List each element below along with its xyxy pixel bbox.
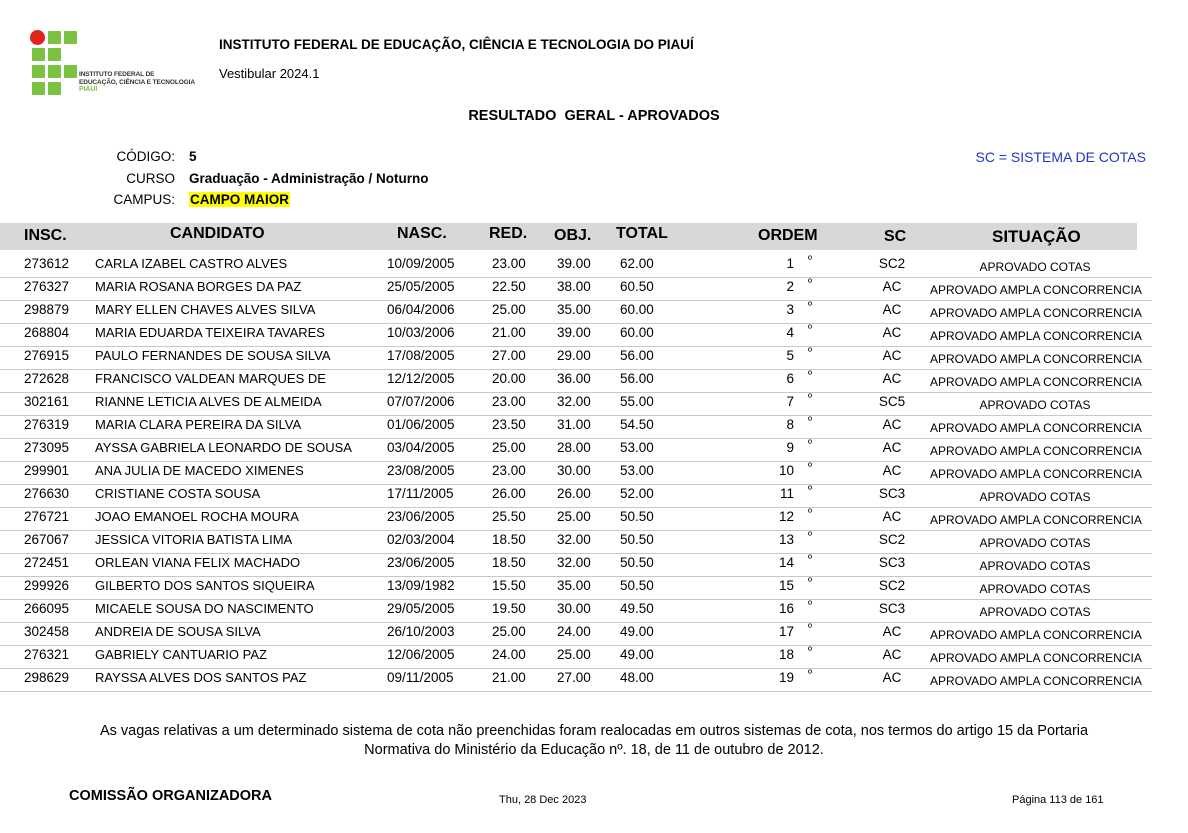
- table-row: [0, 645, 1152, 669]
- cell-situacao: APROVADO AMPLA CONCORRENCIA: [930, 306, 1142, 320]
- cell-ordem: 16: [778, 601, 794, 616]
- cell-ordem: 19: [778, 670, 794, 685]
- campus-highlight: CAMPO MAIOR: [190, 192, 289, 207]
- cell-situacao: APROVADO AMPLA CONCORRENCIA: [930, 467, 1142, 481]
- cell-candidato: RIANNE LETICIA ALVES DE ALMEIDA: [95, 394, 322, 409]
- cell-sc: AC: [882, 417, 902, 432]
- cell-insc: 276327: [24, 279, 70, 294]
- curso-label: CURSO: [126, 171, 175, 186]
- header-sc: SC: [884, 228, 907, 245]
- cell-ordem: 9: [786, 440, 794, 455]
- header-insc: INSC.: [24, 227, 67, 244]
- cell-nasc: 23/06/2005: [387, 509, 455, 524]
- cell-situacao: APROVADO AMPLA CONCORRENCIA: [930, 329, 1142, 343]
- table-row: [0, 599, 1152, 623]
- cell-candidato: CRISTIANE COSTA SOUSA: [95, 486, 261, 501]
- table-row: [0, 277, 1152, 301]
- cell-sc: AC: [882, 325, 902, 340]
- cell-ordem: 4: [786, 325, 794, 340]
- table-row: [0, 553, 1152, 577]
- cell-situacao: APROVADO AMPLA CONCORRENCIA: [930, 651, 1142, 665]
- cell-insc: 273095: [24, 440, 70, 455]
- header-ordem: ORDEM: [758, 227, 818, 244]
- cell-obj: 32.00: [557, 532, 591, 547]
- cell-candidato: RAYSSA ALVES DOS SANTOS PAZ: [95, 670, 307, 685]
- ordinal-mark: º: [808, 668, 813, 680]
- cell-red: 23.00: [492, 463, 526, 478]
- table-row: [0, 369, 1152, 393]
- campus-label: CAMPUS:: [113, 192, 175, 207]
- exam-name: Vestibular 2024.1: [219, 66, 320, 81]
- cell-insc: 302458: [24, 624, 70, 639]
- ordinal-mark: º: [808, 346, 813, 358]
- cell-obj: 25.00: [557, 509, 591, 524]
- cell-total: 50.50: [620, 532, 654, 547]
- cell-nasc: 17/08/2005: [387, 348, 455, 363]
- cell-red: 15.50: [492, 578, 526, 593]
- cell-obj: 39.00: [557, 256, 591, 271]
- ordinal-mark: º: [808, 484, 813, 496]
- cell-candidato: MARIA ROSANA BORGES DA PAZ: [95, 279, 302, 294]
- cell-insc: 299901: [24, 463, 70, 478]
- cell-situacao: APROVADO AMPLA CONCORRENCIA: [930, 513, 1142, 527]
- cell-total: 50.50: [620, 578, 654, 593]
- cell-candidato: ANDREIA DE SOUSA SILVA: [95, 624, 261, 639]
- cell-ordem: 12: [778, 509, 794, 524]
- cell-total: 54.50: [620, 417, 654, 432]
- cell-sc: SC5: [878, 394, 906, 409]
- cell-sc: AC: [882, 371, 902, 386]
- logo-red-circle-icon: [30, 30, 45, 45]
- ordinal-mark: º: [808, 438, 813, 450]
- codigo-label: CÓDIGO:: [116, 149, 175, 164]
- cell-red: 18.50: [492, 555, 526, 570]
- cell-total: 49.00: [620, 647, 654, 662]
- cell-obj: 30.00: [557, 601, 591, 616]
- cell-ordem: 17: [778, 624, 794, 639]
- cell-situacao: APROVADO COTAS: [979, 490, 1091, 504]
- cell-insc: 273612: [24, 256, 70, 271]
- cell-sc: AC: [882, 624, 902, 639]
- cell-obj: 27.00: [557, 670, 591, 685]
- cell-nasc: 09/11/2005: [387, 670, 454, 685]
- cell-situacao: APROVADO AMPLA CONCORRENCIA: [930, 628, 1142, 642]
- cell-total: 53.00: [620, 463, 654, 478]
- cell-candidato: JOAO EMANOEL ROCHA MOURA: [95, 509, 299, 524]
- cell-red: 25.00: [492, 440, 526, 455]
- cell-total: 56.00: [620, 348, 654, 363]
- cell-sc: SC3: [878, 486, 906, 501]
- table-row: [0, 438, 1152, 462]
- cell-candidato: CARLA IZABEL CASTRO ALVES: [95, 256, 288, 271]
- table-row: [0, 622, 1152, 646]
- table-header: [0, 223, 1137, 250]
- cell-situacao: APROVADO AMPLA CONCORRENCIA: [930, 375, 1142, 389]
- commission-signature: COMISSÃO ORGANIZADORA: [69, 788, 272, 804]
- cell-insc: 266095: [24, 601, 70, 616]
- cell-situacao: APROVADO COTAS: [979, 260, 1091, 274]
- table-row: [0, 300, 1152, 324]
- cell-nasc: 03/04/2005: [387, 440, 455, 455]
- ordinal-mark: º: [808, 553, 813, 565]
- table-row: [0, 576, 1152, 600]
- cell-sc: SC2: [878, 578, 906, 593]
- logo-square-icon: [48, 82, 61, 95]
- print-date: Thu, 28 Dec 2023: [499, 794, 587, 806]
- footer-note-line2: Normativa do Ministério da Educação nº. 18, de 11 de outubro de 2012.: [364, 742, 824, 758]
- cell-sc: AC: [882, 509, 902, 524]
- table-row: [0, 392, 1152, 416]
- cell-red: 23.00: [492, 256, 526, 271]
- cell-candidato: PAULO FERNANDES DE SOUSA SILVA: [95, 348, 331, 363]
- cell-red: 25.50: [492, 509, 526, 524]
- cell-obj: 31.00: [557, 417, 591, 432]
- logo-square-icon: [48, 65, 61, 78]
- cell-total: 49.50: [620, 601, 654, 616]
- ordinal-mark: º: [808, 369, 813, 381]
- cell-total: 62.00: [620, 256, 654, 271]
- cell-red: 25.00: [492, 624, 526, 639]
- cell-total: 60.00: [620, 302, 654, 317]
- cell-total: 50.50: [620, 555, 654, 570]
- logo-square-icon: [48, 31, 61, 44]
- cell-red: 21.00: [492, 325, 526, 340]
- cell-ordem: 15: [778, 578, 794, 593]
- cell-sc: AC: [882, 647, 902, 662]
- cell-sc: AC: [882, 302, 902, 317]
- codigo-value: 5: [189, 149, 197, 164]
- table-row: [0, 461, 1152, 485]
- cell-total: 52.00: [620, 486, 654, 501]
- table-row: [0, 415, 1152, 439]
- cell-red: 23.50: [492, 417, 526, 432]
- cell-ordem: 18: [778, 647, 794, 662]
- cell-obj: 32.00: [557, 394, 591, 409]
- cell-red: 20.00: [492, 371, 526, 386]
- cell-candidato: MARIA CLARA PEREIRA DA SILVA: [95, 417, 302, 432]
- ordinal-mark: º: [808, 277, 813, 289]
- footer-note: [40, 722, 1148, 760]
- cell-total: 60.50: [620, 279, 654, 294]
- cell-ordem: 10: [778, 463, 794, 478]
- cell-ordem: 14: [778, 555, 794, 570]
- cell-ordem: 11: [779, 486, 794, 501]
- cell-insc: 272451: [24, 555, 70, 570]
- cell-insc: 276321: [24, 647, 70, 662]
- ordinal-mark: º: [808, 461, 813, 473]
- table-row: [0, 484, 1152, 508]
- cell-red: 26.00: [492, 486, 526, 501]
- cell-obj: 25.00: [557, 647, 591, 662]
- cell-insc: 268804: [24, 325, 70, 340]
- cell-obj: 38.00: [557, 279, 591, 294]
- cell-ordem: 2: [786, 279, 794, 294]
- header-situacao: SITUAÇÃO: [992, 227, 1081, 246]
- cell-obj: 35.00: [557, 578, 591, 593]
- cell-nasc: 02/03/2004: [387, 532, 455, 547]
- table-row: [0, 530, 1152, 554]
- cell-nasc: 07/07/2006: [387, 394, 455, 409]
- table-row: [0, 346, 1152, 370]
- cell-sc: AC: [882, 348, 902, 363]
- ordinal-mark: º: [808, 622, 813, 634]
- cell-obj: 30.00: [557, 463, 591, 478]
- cell-obj: 39.00: [557, 325, 591, 340]
- cell-nasc: 29/05/2005: [387, 601, 455, 616]
- cell-insc: 298879: [24, 302, 70, 317]
- ordinal-mark: º: [808, 300, 813, 312]
- cell-insc: 276721: [24, 509, 70, 524]
- header-total: TOTAL: [616, 225, 668, 242]
- cell-ordem: 1: [786, 256, 794, 271]
- cell-obj: 36.00: [557, 371, 591, 386]
- cell-total: 48.00: [620, 670, 654, 685]
- logo-square-icon: [64, 65, 77, 78]
- cell-sc: SC2: [878, 256, 906, 271]
- cell-situacao: APROVADO AMPLA CONCORRENCIA: [930, 674, 1142, 688]
- cell-situacao: APROVADO AMPLA CONCORRENCIA: [930, 283, 1142, 297]
- table-row: [0, 507, 1152, 531]
- cell-obj: 32.00: [557, 555, 591, 570]
- cell-situacao: APROVADO COTAS: [979, 536, 1091, 550]
- ordinal-mark: º: [808, 323, 813, 335]
- cell-sc: SC3: [878, 555, 906, 570]
- cell-nasc: 12/06/2005: [387, 647, 455, 662]
- cell-insc: 276319: [24, 417, 70, 432]
- cell-situacao: APROVADO COTAS: [979, 398, 1091, 412]
- logo-line2: EDUCAÇÃO, CIÊNCIA E TECNOLOGIA: [79, 78, 195, 86]
- cell-ordem: 5: [786, 348, 794, 363]
- cell-sc: SC3: [878, 601, 906, 616]
- ordinal-mark: º: [808, 530, 813, 542]
- cell-candidato: MICAELE SOUSA DO NASCIMENTO: [95, 601, 314, 616]
- cell-red: 18.50: [492, 532, 526, 547]
- header-candidato: CANDIDATO: [170, 225, 265, 242]
- cell-ordem: 8: [786, 417, 794, 432]
- cell-candidato: GILBERTO DOS SANTOS SIQUEIRA: [95, 578, 315, 593]
- logo-line3: PIAUÍ: [79, 86, 98, 93]
- cell-obj: 26.00: [557, 486, 591, 501]
- table-row: [0, 323, 1152, 347]
- cell-nasc: 23/06/2005: [387, 555, 455, 570]
- cell-red: 24.00: [492, 647, 526, 662]
- cell-candidato: ANA JULIA DE MACEDO XIMENES: [95, 463, 304, 478]
- table-row: [0, 254, 1152, 278]
- cell-situacao: APROVADO AMPLA CONCORRENCIA: [930, 444, 1142, 458]
- cell-insc: 272628: [24, 371, 70, 386]
- institution-name: INSTITUTO FEDERAL DE EDUCAÇÃO, CIÊNCIA E TECNOLOGIA DO PIAUÍ: [219, 37, 694, 52]
- cell-red: 27.00: [492, 348, 526, 363]
- cell-sc: AC: [882, 440, 902, 455]
- cell-candidato: ORLEAN VIANA FELIX MACHADO: [95, 555, 301, 570]
- cell-red: 22.50: [492, 279, 526, 294]
- cell-red: 25.00: [492, 302, 526, 317]
- cell-sc: AC: [882, 463, 902, 478]
- ordinal-mark: º: [808, 392, 813, 404]
- cell-situacao: APROVADO COTAS: [979, 582, 1091, 596]
- cell-insc: 299926: [24, 578, 70, 593]
- cell-nasc: 25/05/2005: [387, 279, 455, 294]
- institution-logo: [30, 30, 200, 100]
- logo-square-icon: [64, 31, 77, 44]
- curso-value: Graduação - Administração / Noturno: [189, 171, 429, 186]
- cell-nasc: 06/04/2006: [387, 302, 455, 317]
- cell-candidato: MARY ELLEN CHAVES ALVES SILVA: [95, 302, 316, 317]
- cell-candidato: AYSSA GABRIELA LEONARDO DE SOUSA: [95, 440, 352, 455]
- ordinal-mark: º: [808, 645, 813, 657]
- cell-situacao: APROVADO AMPLA CONCORRENCIA: [930, 352, 1142, 366]
- cell-candidato: MARIA EDUARDA TEIXEIRA TAVARES: [95, 325, 325, 340]
- logo-text: [79, 71, 195, 94]
- cell-sc: AC: [882, 279, 902, 294]
- cell-candidato: GABRIELY CANTUARIO PAZ: [95, 647, 267, 662]
- cell-ordem: 13: [778, 532, 794, 547]
- cell-red: 19.50: [492, 601, 526, 616]
- cell-insc: 302161: [24, 394, 70, 409]
- logo-square-icon: [32, 48, 45, 61]
- cell-situacao: APROVADO AMPLA CONCORRENCIA: [930, 421, 1142, 435]
- ordinal-mark: º: [808, 599, 813, 611]
- cell-insc: 276915: [24, 348, 70, 363]
- logo-square-icon: [32, 65, 45, 78]
- cell-obj: 29.00: [557, 348, 591, 363]
- footer-note-line1: As vagas relativas a um determinado sistema de cota não preenchidas foram realocadas em outros sistemas de cota, nos termos do artigo 15 da Portaria: [99, 723, 1089, 739]
- header-red: RED.: [489, 225, 528, 242]
- cell-situacao: APROVADO COTAS: [979, 605, 1091, 619]
- header-obj: OBJ.: [554, 227, 592, 244]
- cell-nasc: 13/09/1982: [387, 578, 455, 593]
- campus-value: [189, 192, 290, 207]
- cell-obj: 24.00: [557, 624, 591, 639]
- cell-total: 56.00: [620, 371, 654, 386]
- logo-line1: INSTITUTO FEDERAL DE: [79, 71, 155, 78]
- cell-obj: 35.00: [557, 302, 591, 317]
- cell-nasc: 10/03/2006: [387, 325, 455, 340]
- table-row: [0, 668, 1152, 692]
- cell-nasc: 23/08/2005: [387, 463, 455, 478]
- sc-legend: SC = SISTEMA DE COTAS: [975, 149, 1146, 165]
- cell-candidato: JESSICA VITORIA BATISTA LIMA: [95, 532, 293, 547]
- cell-sc: SC2: [878, 532, 906, 547]
- cell-candidato: FRANCISCO VALDEAN MARQUES DE: [95, 371, 326, 386]
- cell-insc: 298629: [24, 670, 70, 685]
- page-title: RESULTADO GERAL - APROVADOS: [468, 108, 720, 124]
- cell-ordem: 7: [786, 394, 794, 409]
- ordinal-mark: º: [808, 254, 813, 266]
- cell-total: 60.00: [620, 325, 654, 340]
- cell-total: 55.00: [620, 394, 654, 409]
- cell-nasc: 26/10/2003: [387, 624, 455, 639]
- cell-nasc: 12/12/2005: [387, 371, 455, 386]
- ordinal-mark: º: [808, 507, 813, 519]
- cell-ordem: 3: [786, 302, 794, 317]
- cell-obj: 28.00: [557, 440, 591, 455]
- cell-total: 50.50: [620, 509, 654, 524]
- logo-square-icon: [48, 48, 61, 61]
- cell-total: 49.00: [620, 624, 654, 639]
- cell-insc: 267067: [24, 532, 70, 547]
- logo-square-icon: [32, 82, 45, 95]
- header-nasc: NASC.: [397, 225, 447, 242]
- cell-red: 21.00: [492, 670, 526, 685]
- cell-insc: 276630: [24, 486, 70, 501]
- cell-nasc: 01/06/2005: [387, 417, 455, 432]
- cell-nasc: 17/11/2005: [387, 486, 454, 501]
- page-number: Página 113 de 161: [1012, 794, 1104, 806]
- cell-total: 53.00: [620, 440, 654, 455]
- cell-red: 23.00: [492, 394, 526, 409]
- cell-situacao: APROVADO COTAS: [979, 559, 1091, 573]
- ordinal-mark: º: [808, 576, 813, 588]
- cell-sc: AC: [882, 670, 902, 685]
- ordinal-mark: º: [808, 415, 813, 427]
- cell-ordem: 6: [786, 371, 794, 386]
- cell-nasc: 10/09/2005: [387, 256, 455, 271]
